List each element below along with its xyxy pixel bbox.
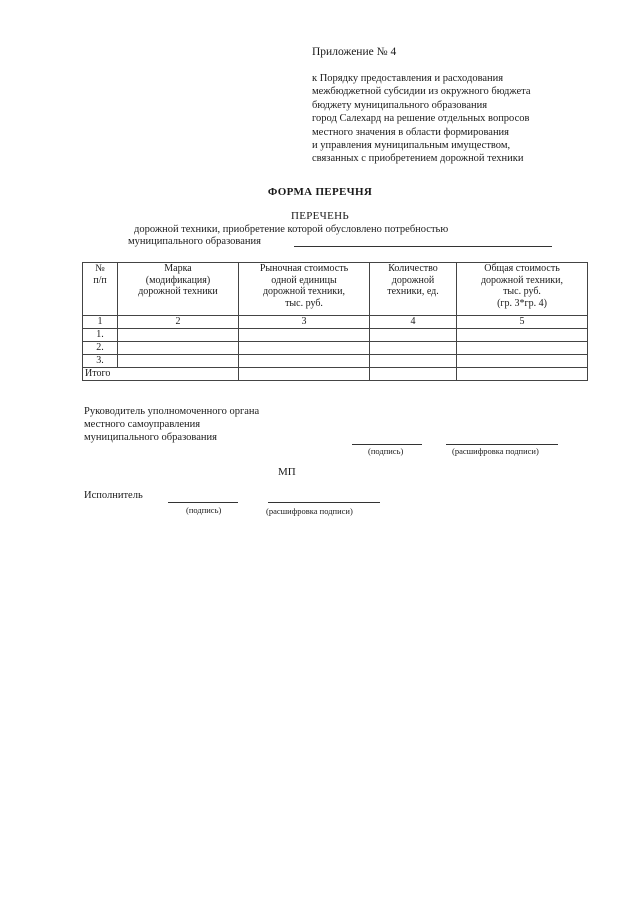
- total-label: Итого: [83, 368, 239, 381]
- head-decode-caption: (расшифровка подписи): [452, 446, 539, 456]
- column-number: 5: [457, 316, 588, 329]
- table-cell: [118, 342, 239, 355]
- table-cell: [239, 368, 370, 381]
- header-total-cost: Общая стоимость дорожной техники, тыс. руб. (гр. 3*гр. 4): [457, 263, 588, 316]
- stamp-label: МП: [278, 466, 296, 478]
- table-cell: [239, 355, 370, 368]
- list-subtitle: дорожной техники, приобретение которой обусловлено потребностью: [134, 224, 449, 235]
- executor-decode-line: [268, 502, 380, 503]
- form-title: ФОРМА ПЕРЕЧНЯ: [267, 186, 373, 198]
- table-cell: [457, 329, 588, 342]
- executor-label: Исполнитель: [84, 490, 143, 501]
- table-row: [83, 329, 588, 342]
- total-row: [83, 368, 588, 381]
- column-number: 3: [239, 316, 370, 329]
- table-cell: [118, 329, 239, 342]
- table-cell: [239, 342, 370, 355]
- appendix-title: Приложение № 4: [312, 46, 397, 58]
- list-municipality-label: муниципального образования: [128, 236, 261, 247]
- header-quantity: Количество дорожной техники, ед.: [370, 263, 457, 316]
- head-decode-line: [446, 444, 558, 445]
- list-table: [82, 262, 588, 381]
- head-signature-label: Руководитель уполномоченного органа местного самоуправления муниципального образования: [84, 406, 260, 443]
- list-title: ПЕРЕЧЕНЬ: [290, 210, 350, 222]
- table-cell: [239, 329, 370, 342]
- column-number: 4: [370, 316, 457, 329]
- table-cell: [457, 342, 588, 355]
- table-cell: [457, 368, 588, 381]
- municipality-fill-line: [294, 246, 552, 247]
- table-header-row: [83, 263, 588, 316]
- row-number: 2.: [83, 342, 118, 355]
- header-brand: Марка (модификация) дорожной техники: [118, 263, 239, 316]
- table-cell: [370, 368, 457, 381]
- row-number: 3.: [83, 355, 118, 368]
- table-cell: [457, 355, 588, 368]
- head-sign-caption: (подпись): [368, 446, 404, 456]
- appendix-body: к Порядку предоставления и расходования межбюджетной субсидии из окружного бюджета бюджету муниципального образования город Салехард на решение отдельных вопросов местного значения в области формирования и управления муниципальным имуществом, связанных с приобретением дорожной техники: [312, 73, 531, 165]
- executor-sign-line: [168, 502, 238, 503]
- table-cell: [118, 355, 239, 368]
- row-number: 1.: [83, 329, 118, 342]
- header-number: № п/п: [83, 263, 118, 316]
- executor-decode-caption: (расшифровка подписи): [266, 506, 353, 516]
- header-unit-price: Рыночная стоимость одной единицы дорожной техники, тыс. руб.: [239, 263, 370, 316]
- table-cell: [370, 342, 457, 355]
- column-number-row: [83, 316, 588, 329]
- table-row: [83, 355, 588, 368]
- table-cell: [370, 329, 457, 342]
- table-cell: [370, 355, 457, 368]
- column-number: 1: [83, 316, 118, 329]
- head-sign-line: [352, 444, 422, 445]
- column-number: 2: [118, 316, 239, 329]
- table-row: [83, 342, 588, 355]
- executor-sign-caption: (подпись): [186, 505, 222, 515]
